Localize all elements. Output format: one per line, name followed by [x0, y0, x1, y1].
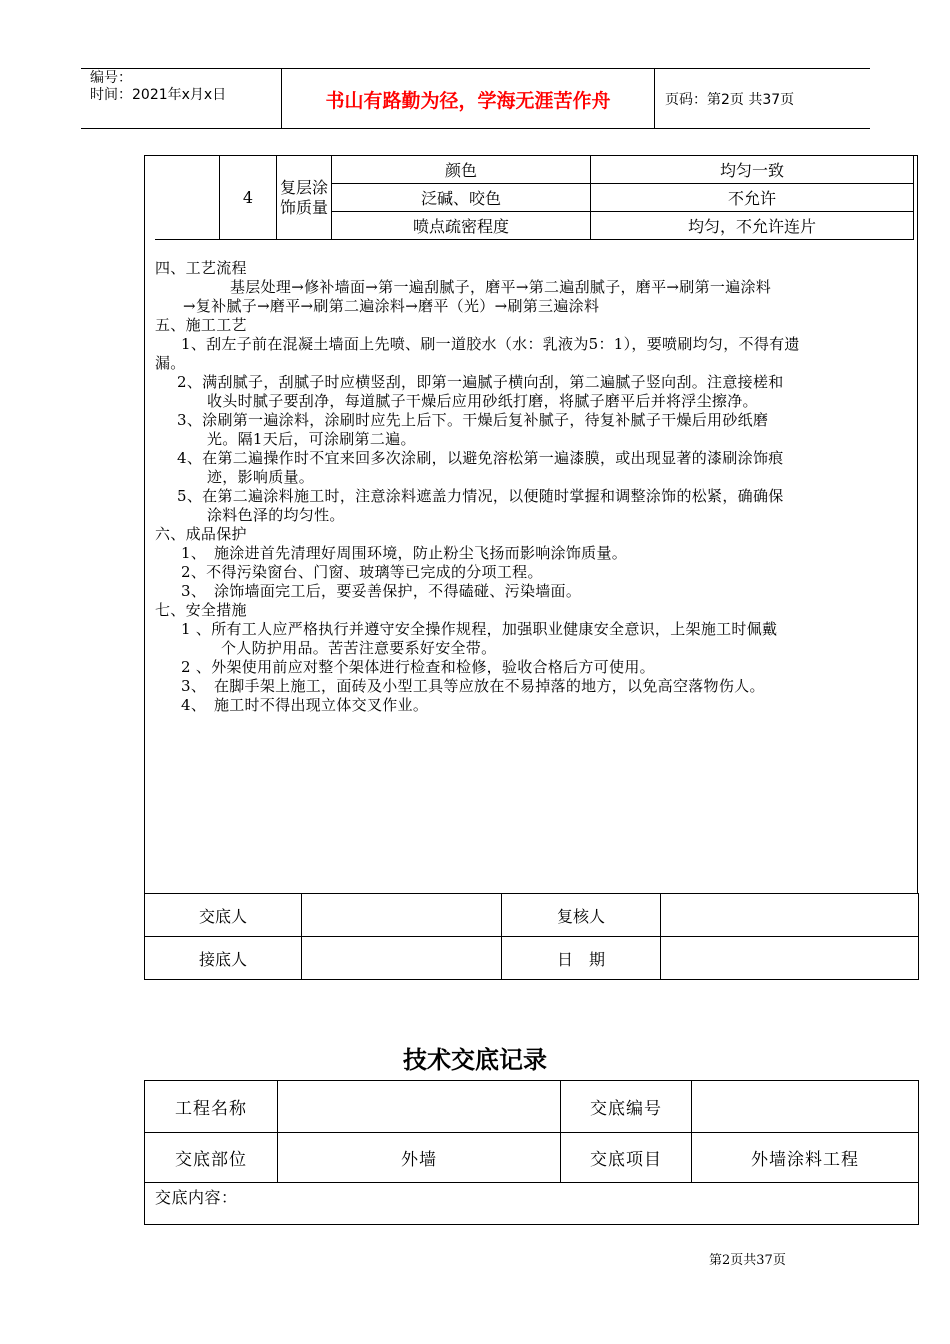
- list-item: 5、在第二遍涂料施工时，注意涂料遮盖力情况，以便随时掌握和调整涂饰的松紧，确确保: [177, 487, 784, 505]
- content-label: 交底内容：: [145, 1183, 919, 1225]
- date-value[interactable]: [661, 937, 919, 980]
- section-title: 五、施工工艺: [155, 316, 247, 334]
- list-item: 个人防护用品。苦苦注意要系好安全带。: [221, 639, 497, 657]
- list-item: 漏。: [155, 354, 186, 372]
- item-cell: 喷点疏密程度: [332, 212, 591, 240]
- handover-no-value[interactable]: [692, 1081, 919, 1133]
- list-item: 收头时腻子要刮净，每道腻子干燥后应用砂纸打磨，将腻子磨平后并将浮尘擦净。: [207, 392, 758, 410]
- header-divider: [654, 69, 655, 128]
- standard-cell: 不允许: [591, 184, 914, 212]
- header-top-rule: [81, 68, 870, 69]
- item-label: 交底项目: [561, 1133, 692, 1183]
- header-meta: [90, 70, 226, 104]
- header-number: 编号：: [90, 70, 132, 86]
- quality-table: [155, 155, 914, 240]
- list-item: 2、不得污染窗台、门窗、玻璃等已完成的分项工程。: [181, 563, 543, 581]
- page-footer: 第2页共37页: [709, 1253, 786, 1268]
- reviewer-label: 复核人: [502, 894, 661, 937]
- index-cell: 4: [220, 156, 277, 240]
- list-item: 2、满刮腻子，刮腻子时应横竖刮，即第一遍腻子横向刮，第二遍腻子竖向刮。注意接槎和: [177, 373, 784, 391]
- category-cell: 复层涂饰质量: [277, 156, 332, 240]
- blank-cell: [155, 156, 220, 240]
- section-title: 六、成品保护: [155, 525, 247, 543]
- section-title: 七、安全措施: [155, 601, 247, 619]
- project-name-value[interactable]: [278, 1081, 561, 1133]
- list-item: 光。隔1天后，可涂刷第二遍。: [207, 430, 416, 448]
- list-item: 涂料色泽的均匀性。: [207, 506, 345, 524]
- signature-table: [144, 893, 919, 980]
- table-row: [145, 1183, 919, 1225]
- item-cell: 颜色: [332, 156, 591, 184]
- header-page-number: 页码：第2页 共37页: [665, 92, 795, 108]
- table-row: [145, 894, 919, 937]
- page-title: 技术交底记录: [403, 1046, 547, 1074]
- list-item: 1 、所有工人应严格执行并遵守安全操作规程，加强职业健康安全意识，上架施工时佩戴: [181, 620, 778, 638]
- item-value: 外墙涂料工程: [692, 1133, 919, 1183]
- reviewer-value[interactable]: [661, 894, 919, 937]
- record-table: [144, 1080, 919, 1225]
- location-label: 交底部位: [145, 1133, 278, 1183]
- paragraph: →复补腻子→磨平→刷第二遍涂料→磨平（光）→刷第三遍涂料: [183, 297, 600, 315]
- table-row: [145, 1081, 919, 1133]
- standard-cell: 均匀，不允许连片: [591, 212, 914, 240]
- list-item: 4、 施工时不得出现立体交叉作业。: [181, 696, 429, 714]
- table-row: [155, 156, 914, 184]
- list-item: 1、 施涂进首先清理好周围环境，防止粉尘飞扬而影响涂饰质量。: [181, 544, 628, 562]
- section-title: 四、工艺流程: [155, 259, 247, 277]
- received-by-label: 接底人: [145, 937, 302, 980]
- received-by-value[interactable]: [302, 937, 502, 980]
- header-motto: 书山有路勤为径，学海无涯苦作舟: [325, 90, 611, 112]
- project-name-label: 工程名称: [145, 1081, 278, 1133]
- list-item: 3、涂刷第一遍涂料，涂刷时应先上后下。干燥后复补腻子，待复补腻子干燥后用砂纸磨: [177, 411, 769, 429]
- list-item: 3、 涂饰墙面完工后，要妥善保护，不得磕碰、污染墙面。: [181, 582, 582, 600]
- table-row: [145, 937, 919, 980]
- item-cell: 泛碱、咬色: [332, 184, 591, 212]
- handover-by-label: 交底人: [145, 894, 302, 937]
- table-row: [145, 1133, 919, 1183]
- list-item: 1、刮左子前在混凝土墙面上先喷、刷一道胶水（水：乳液为5：1），要喷刷均匀，不得有遗: [181, 335, 800, 353]
- header-bottom-rule: [81, 128, 870, 129]
- list-item: 3、 在脚手架上施工，面砖及小型工具等应放在不易掉落的地方，以免高空落物伤人。: [181, 677, 765, 695]
- header-time: 时间：2021年x月x日: [90, 87, 227, 103]
- list-item: 4、在第二遍操作时不宜来回多次涂刷，以避免溶松第一遍漆膜，或出现显著的漆刷涂饰痕: [177, 449, 784, 467]
- standard-cell: 均匀一致: [591, 156, 914, 184]
- date-label: 日 期: [502, 937, 661, 980]
- list-item: 2 、外架使用前应对整个架体进行检查和检修，验收合格后方可使用。: [181, 658, 655, 676]
- paragraph: 基层处理→修补墙面→第一遍刮腻子，磨平→第二遍刮腻子，磨平→刷第一遍涂料: [230, 278, 772, 296]
- location-value: 外墙: [278, 1133, 561, 1183]
- handover-no-label: 交底编号: [561, 1081, 692, 1133]
- handover-content: [155, 259, 913, 715]
- handover-by-value[interactable]: [302, 894, 502, 937]
- list-item: 迹，影响质量。: [207, 468, 315, 486]
